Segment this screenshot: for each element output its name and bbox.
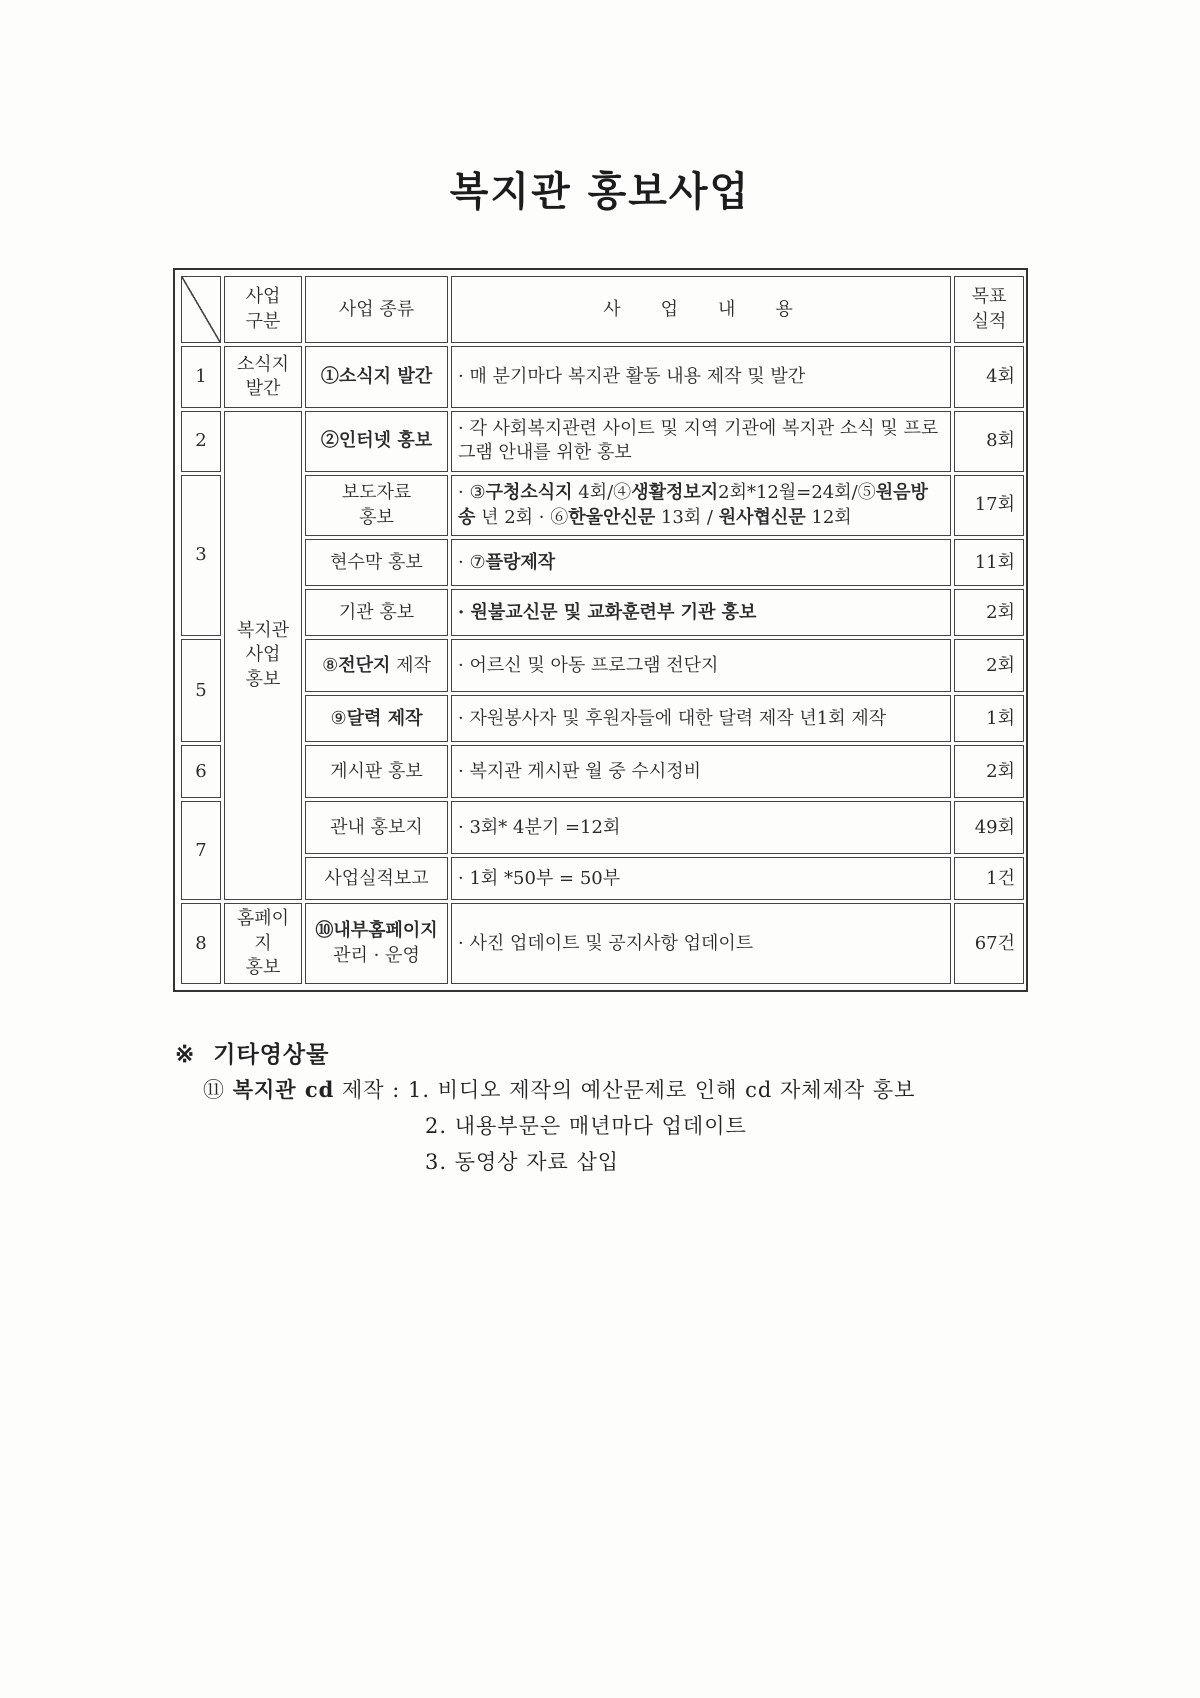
row-target: 2회 [954, 589, 1024, 636]
cd-item-number: ⑪ [203, 1078, 225, 1102]
text-segment: · 복지관 게시판 월 중 수시정비 [458, 760, 701, 782]
table-row [181, 745, 1024, 798]
other-media-heading [175, 1036, 329, 1069]
text-segment: ⑨ [330, 707, 347, 729]
table-row [181, 639, 1024, 692]
text-segment: · 1회 *50부 = 50부 [458, 867, 621, 889]
row-target: 8회 [954, 411, 1024, 472]
table-row [181, 539, 1024, 586]
text-segment: 12회 [805, 506, 852, 528]
row-content [451, 695, 951, 742]
table-header-row [181, 276, 1024, 343]
text-segment: · 3회* 4분기 =12회 [458, 816, 621, 838]
bold-text: 원음방송 [458, 482, 928, 528]
text-segment: 기관 홍보 [338, 601, 415, 623]
text-segment: · 어르신 및 아동 프로그램 전단지 [458, 654, 719, 676]
header-type: 사업 종류 [305, 276, 448, 343]
row-type [305, 411, 448, 472]
text-segment: ⑧ [322, 654, 339, 676]
header-diagonal-cell [181, 276, 221, 343]
bold-text: 한울안신문 [568, 506, 656, 528]
bold-text: ⑩내부홈페이지 [315, 920, 438, 942]
text-segment: · ③ [458, 482, 486, 504]
row-type [305, 745, 448, 798]
row-division: 소식지 발간 [224, 346, 302, 407]
row-type [305, 857, 448, 900]
text-segment: · ⑦ [458, 551, 486, 573]
row-target: 2회 [954, 745, 1024, 798]
row-target: 17회 [954, 475, 1024, 536]
text-segment: 2회*12월=24회/⑤ [718, 482, 876, 504]
row-target: 1건 [954, 857, 1024, 900]
header-division: 사업 구분 [224, 276, 302, 343]
text-segment: 현수막 홍보 [330, 551, 423, 573]
text-segment: 관내 홍보지 [330, 816, 423, 838]
table-row [181, 589, 1024, 636]
row-content [451, 903, 951, 984]
row-content [451, 745, 951, 798]
bold-text: · 원불교신문 및 교화훈련부 기관 홍보 [458, 601, 757, 623]
row-content [451, 475, 951, 536]
row-division: 홈페이지 홍보 [224, 903, 302, 984]
row-type [305, 589, 448, 636]
cd-item-label: 제작 : [334, 1078, 409, 1102]
row-number: 7 [181, 801, 221, 900]
reference-mark: ※ [175, 1041, 196, 1068]
bold-text: 플랑제작 [485, 551, 556, 573]
row-content [451, 589, 951, 636]
row-target: 67건 [954, 903, 1024, 984]
row-target: 4회 [954, 346, 1024, 407]
other-media-title: 기타영상물 [213, 1041, 330, 1068]
table-row [181, 411, 1024, 472]
bold-text: ②인터넷 홍보 [320, 430, 433, 452]
text-segment: 4회/④ [572, 482, 632, 504]
text-segment: 13회 / [655, 506, 719, 528]
cd-item-title: 복지관 cd [232, 1077, 335, 1102]
row-number: 3 [181, 475, 221, 636]
row-content [451, 539, 951, 586]
row-content [451, 857, 951, 900]
promotion-table [178, 273, 1027, 987]
text-segment: 사업실적보고 [324, 867, 429, 889]
row-number: 1 [181, 346, 221, 407]
row-type [305, 801, 448, 854]
row-content [451, 346, 951, 407]
bold-text: 원사협신문 [718, 506, 806, 528]
row-division: 복지관 사업 홍보 [224, 411, 302, 901]
cd-item-3: 3. 동영상 자료 삽입 [425, 1150, 620, 1174]
row-type [305, 475, 448, 536]
row-number: 2 [181, 411, 221, 472]
page-title: 복지관 홍보사업 [449, 169, 751, 215]
header-target: 목표 실적 [954, 276, 1024, 343]
text-segment: · 각 사회복지관련 사이트 및 지역 기관에 복지관 소식 및 프로그램 안내를 위한 홍보 [458, 418, 939, 464]
cd-production-line [203, 1074, 915, 1104]
row-target: 49회 [954, 801, 1024, 854]
row-type [305, 695, 448, 742]
row-type [305, 539, 448, 586]
text-segment: 년 2회 · ⑥ [475, 506, 569, 528]
row-target: 11회 [954, 539, 1024, 586]
bold-text: ①소식지 발간 [320, 365, 433, 387]
table-row [181, 475, 1024, 536]
row-type [305, 639, 448, 692]
bold-text: 구청소식지 [485, 482, 573, 504]
row-content [451, 639, 951, 692]
row-target: 2회 [954, 639, 1024, 692]
text-segment: 관리 · 운영 [333, 944, 420, 966]
row-content [451, 411, 951, 472]
row-number: 6 [181, 745, 221, 798]
text-segment: · 자원봉사자 및 후원자들에 대한 달력 제작 년1회 제작 [458, 707, 887, 729]
row-number: 5 [181, 639, 221, 742]
row-number: 8 [181, 903, 221, 984]
bold-text: 달력 제작 [346, 707, 423, 729]
cd-item-2: 2. 내용부문은 매년마다 업데이트 [425, 1114, 747, 1138]
text-segment: · 사진 업데이트 및 공지사항 업데이트 [458, 932, 754, 954]
cd-item-1: 1. 비디오 제작의 예산문제로 인해 cd 자체제작 홍보 [408, 1078, 916, 1102]
table-row [181, 857, 1024, 900]
table-row [181, 903, 1024, 984]
text-segment: 보도자료 홍보 [341, 482, 412, 528]
header-content: 사업내용 [451, 276, 951, 343]
bold-text: 전단지 [338, 654, 391, 676]
text-segment: · 매 분기마다 복지관 활동 내용 제작 및 발간 [458, 365, 806, 387]
table-row [181, 801, 1024, 854]
row-content [451, 801, 951, 854]
text-segment: 게시판 홍보 [330, 760, 423, 782]
row-target: 1회 [954, 695, 1024, 742]
bold-text: 생활정보지 [631, 482, 719, 504]
row-type [305, 903, 448, 984]
row-type [305, 346, 448, 407]
text-segment: 제작 [390, 654, 431, 676]
table-row [181, 695, 1024, 742]
table-row [181, 346, 1024, 407]
